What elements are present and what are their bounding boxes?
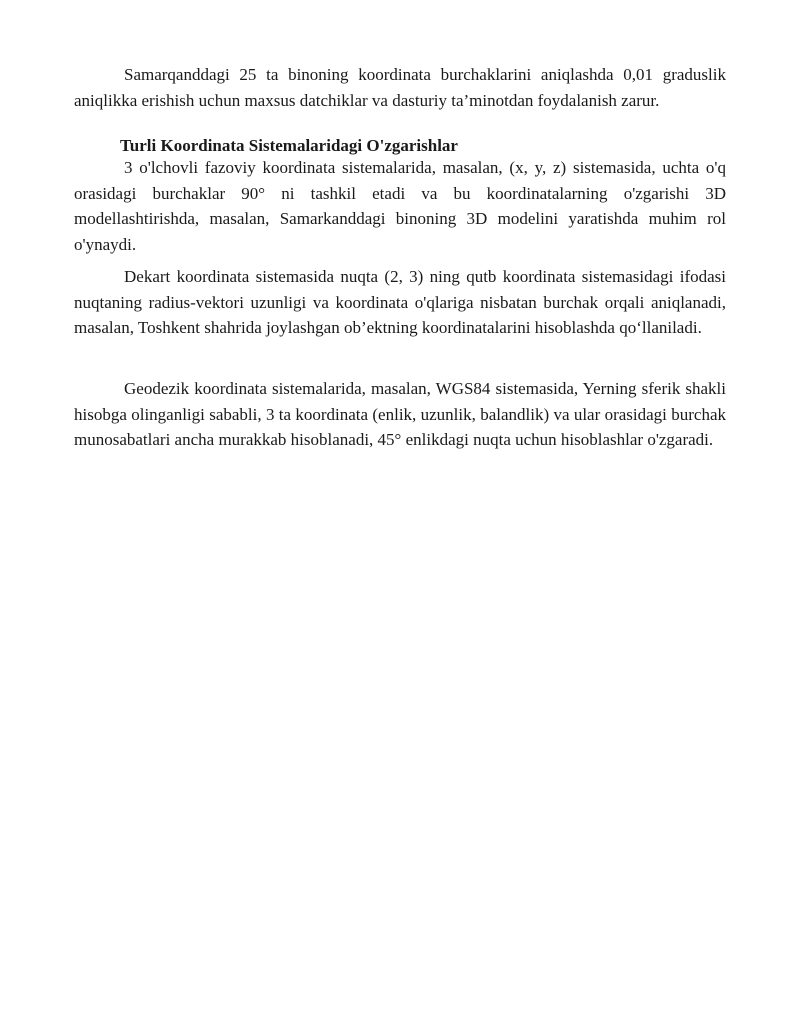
paragraph-3d-coordinates — [74, 155, 726, 257]
paragraph-text: Samarqanddagi 25 ta binoning koordinata burchaklarini aniqlashda 0,01 graduslik aniqlikka erishish uchun maxsus datchiklar va dasturiy ta’minotdan foydalanish zarur. — [74, 65, 726, 110]
paragraph-cartesian-polar — [74, 264, 726, 341]
paragraph-text: Geodezik koordinata sistemalarida, masalan, WGS84 sistemasida, Yerning sferik shakli hisobga olinganligi sababli, 3 ta koordinata (enlik, uzunlik, balandlik) va ular orasidagi burchak munosabatlari ancha murakkab hisoblanadi, 45° enlikdagi nuqta uchun hisoblashlar o'zgaradi. — [74, 379, 726, 449]
paragraph-geodetic-wgs84 — [74, 376, 726, 453]
paragraph-text: 3 o'lchovli fazoviy koordinata sistemalarida, masalan, (x, y, z) sistemasida, uchta o'q orasidagi burchaklar 90° ni tashkil etadi va bu koordinatalarning o'zgarishi 3D modellashtirishda, masalan, Samarkanddagi binoning 3D modelini yaratishda muhim rol o'ynaydi. — [74, 158, 726, 254]
section-heading-text: Turli Koordinata Sistemalaridagi O'zgarishlar — [120, 136, 458, 155]
paragraph-text: Dekart koordinata sistemasida nuqta (2, 3) ning qutb koordinata sistemasidagi ifodasi nuqtaning radius-vektori uzunligi va koordinata o'qlariga nisbatan burchak orqali aniqlanadi, masalan, Toshkent shahrida joylashgan ob’ektning koordinatalarini hisoblashda qo‘llaniladi. — [74, 267, 726, 337]
paragraph-samarqand-sensors — [74, 62, 726, 113]
